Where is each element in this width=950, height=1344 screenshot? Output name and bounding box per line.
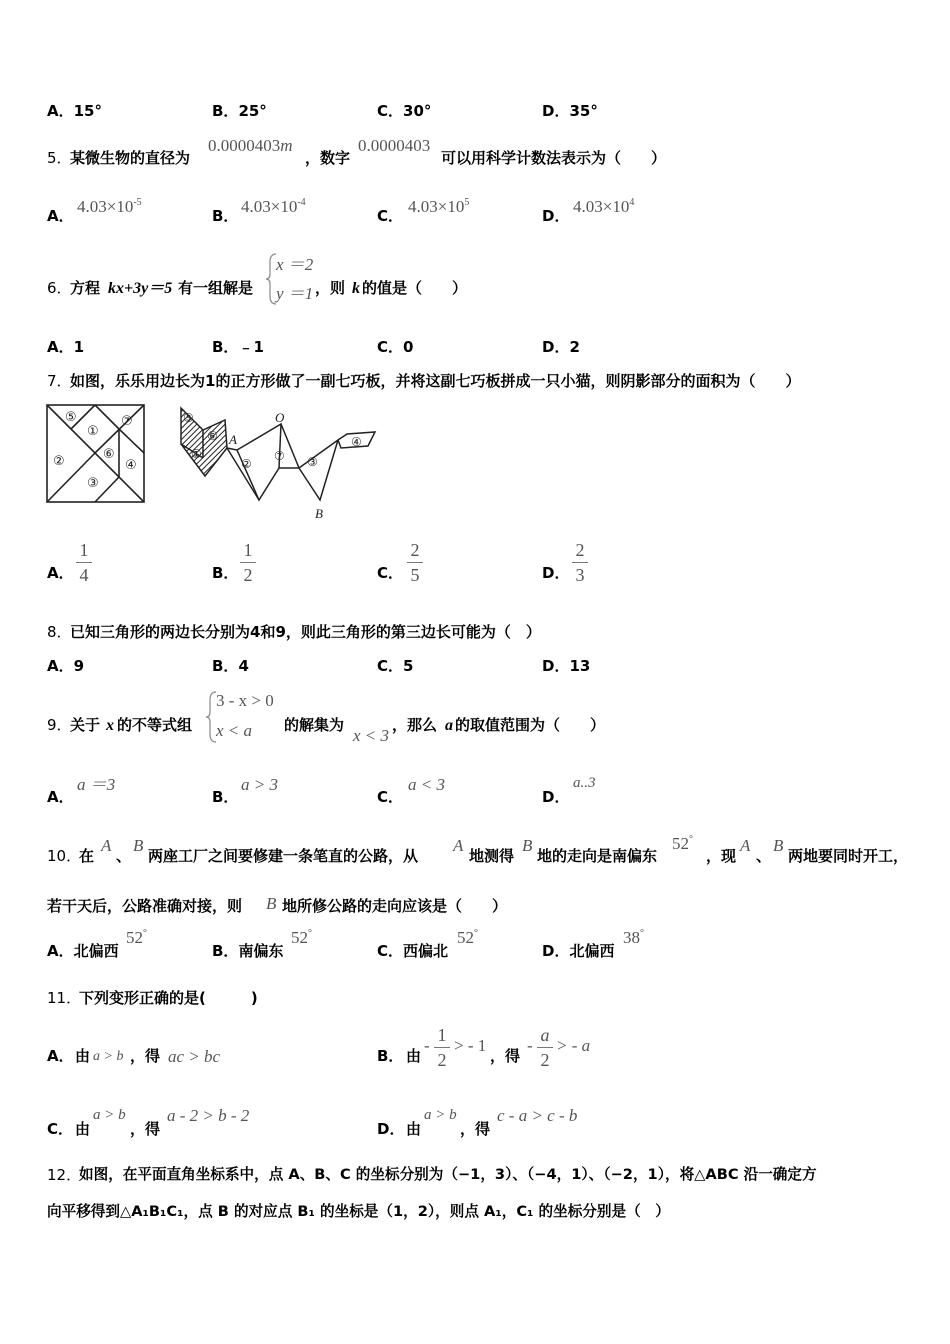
numerator: 1 [243, 540, 253, 560]
cat-label: B [315, 506, 323, 521]
question-number: 8． [47, 623, 72, 641]
option-text: 北偏西 [569, 942, 615, 960]
option-text: 西偏北 [403, 942, 449, 960]
degree-value [457, 929, 478, 946]
fraction-bar [407, 562, 423, 563]
q8-option-a [47, 659, 84, 674]
option-text: 13 [569, 657, 591, 675]
option-label: C． [377, 788, 404, 806]
option-text: 2 [569, 338, 580, 356]
option-math: c - a > c - b [497, 1106, 578, 1125]
degree-value [672, 835, 693, 852]
fraction-bar [434, 1047, 450, 1048]
option-label: D． [377, 1120, 405, 1138]
math-exponent: -5 [133, 197, 142, 208]
denominator: 5 [410, 565, 420, 585]
degree-symbol: ° [143, 928, 147, 939]
option-text: 由 [75, 1047, 91, 1065]
question-text: 某微生物的直径为 [70, 149, 191, 167]
question-text: 有一组解是 [178, 279, 254, 297]
q8-option-b [212, 659, 249, 674]
numerator: 2 [575, 540, 585, 560]
math-base: 4.03×10 [77, 197, 134, 216]
option-label: A． [47, 788, 74, 806]
question-text: 地测得 [469, 847, 515, 865]
question-number: 7． [47, 372, 72, 390]
option-text: 25° [238, 102, 267, 120]
point-label: A [453, 836, 464, 855]
degree-number: 52 [457, 928, 474, 947]
cat-label: ⑤ [183, 411, 194, 425]
question-text: 的不等式组 [117, 716, 193, 734]
q10-option-d [542, 944, 614, 959]
option-text: 由 [75, 1120, 91, 1138]
cat-label: ① [191, 447, 202, 461]
degree-symbol: ° [689, 834, 693, 845]
numerator: 1 [79, 540, 89, 560]
question-text: 的解集为 [284, 716, 345, 734]
q10-option-b [212, 944, 283, 959]
option-label: B． [212, 788, 239, 806]
q4-option-d [542, 104, 598, 119]
question-text: 可以用科学计数法表示为（ ） [441, 149, 667, 167]
degree-value [623, 929, 644, 946]
numerator: 2 [410, 540, 420, 560]
option-label: B． [212, 102, 239, 120]
math-base: 4.03×10 [573, 197, 630, 216]
option-label: A． [47, 657, 74, 675]
question-text: 地的走向是南偏东 [537, 847, 658, 865]
question-text: 下列变形正确的是( ) [79, 989, 258, 1007]
numerator: 1 [437, 1025, 447, 1045]
option-label: C． [377, 564, 404, 582]
option-text: 4 [238, 657, 249, 675]
text-part: 如图，乐乐用边长为 [70, 372, 206, 390]
option-math [408, 198, 469, 215]
option-label: A． [47, 1047, 74, 1065]
degree-number: 52 [126, 928, 143, 947]
option-math: a ＝3 [77, 775, 116, 794]
math-base: 4.03×10 [241, 197, 298, 216]
math-unit: m [280, 136, 293, 155]
option-text: 30° [403, 102, 432, 120]
option-text: 1 [73, 338, 85, 356]
numerator: a [540, 1025, 550, 1045]
option-label: C． [377, 657, 404, 675]
tangram-label: ② [53, 454, 65, 469]
question-text: 如图，在平面直角坐标系中，点 A、B、C 的坐标分别为（−1，3）、（−4，1）、（−2，1），将△ABC 沿一确定方 [79, 1166, 817, 1183]
text-part: 1 [205, 372, 216, 390]
option-text: 0 [403, 338, 414, 356]
cat-label: A [229, 432, 237, 447]
point-label: A [740, 836, 751, 855]
option-label: B． [212, 564, 239, 582]
q6-option-a [47, 340, 84, 355]
question-text: 两地要同时开工， [788, 847, 909, 865]
question-text: 两座工厂之间要修建一条笔直的公路，从 [148, 847, 419, 865]
point-label: B [266, 894, 277, 913]
q10-option-a [47, 944, 119, 959]
option-text: ，得 [130, 1120, 161, 1138]
option-text: 北偏西 [73, 942, 119, 960]
question-text: 已知三角形的两边长分别为4和9，则此三角形的第三边长可能为（ ） [70, 623, 541, 641]
option-label: D． [542, 657, 570, 675]
question-text: ，那么 [392, 716, 438, 734]
option-text: ，得 [130, 1047, 161, 1065]
question-text: 关于 [70, 716, 101, 734]
option-label: C． [377, 102, 404, 120]
degree-value [126, 929, 147, 946]
question-text: 地所修公路的走向应该是（ ） [282, 897, 508, 915]
option-math: ac > bc [168, 1047, 221, 1066]
question-text: ，现 [706, 847, 737, 865]
denominator: 4 [79, 565, 89, 585]
option-label: D． [542, 102, 570, 120]
option-label: C． [47, 1120, 74, 1138]
system-line-1: 3 - x > 0 [216, 691, 274, 710]
option-label: B． [212, 942, 239, 960]
variable: x [106, 717, 114, 734]
degree-number: 52 [291, 928, 308, 947]
option-label: A． [47, 564, 74, 582]
option-label: C． [377, 338, 404, 356]
option-text: 35° [569, 102, 598, 120]
question-text: 、 [756, 847, 772, 865]
tangram-label: ① [87, 424, 99, 439]
option-math [573, 198, 634, 215]
option-text: ﹣1 [238, 338, 264, 356]
option-label: B． [212, 207, 239, 225]
question-text: 向平移得到△A₁B₁C₁，点 B 的对应点 B₁ 的坐标是（1，2），则点 A₁，C₁ 的坐标分别是（ ） [47, 1203, 670, 1220]
point-label: B [133, 836, 144, 855]
question-number: 6． [47, 279, 72, 297]
variable: a [445, 717, 453, 734]
tangram-square-figure [45, 403, 147, 504]
question-text: ，则 [315, 279, 346, 297]
variable: k [352, 280, 360, 297]
system-line-2: x < a [216, 721, 253, 740]
question-text: 的值是（ ） [362, 279, 468, 297]
question-text: ，数字 [305, 149, 351, 167]
cat-label: ⑦ [274, 449, 285, 463]
option-math: a > b [424, 1107, 457, 1123]
option-math [77, 198, 142, 215]
option-label: A． [47, 102, 74, 120]
question-text: 方程 [70, 279, 101, 297]
tangram-label: ⑦ [121, 414, 133, 429]
point-label: B [522, 836, 533, 855]
option-math: > - 1 [454, 1036, 487, 1055]
math-exponent: -4 [297, 197, 306, 208]
denominator: 2 [540, 1050, 550, 1070]
question-text: 若干天后，公路准确对接，则 [47, 897, 243, 915]
question-text [70, 374, 800, 389]
system-line-2: y ＝1 [276, 284, 314, 303]
cat-label: ④ [351, 435, 362, 449]
option-label: C． [377, 207, 404, 225]
point-label: B [773, 836, 784, 855]
denominator: 2 [243, 565, 253, 585]
system-line-1: x ＝2 [276, 255, 314, 274]
tangram-cat-figure [175, 400, 385, 525]
option-label: C． [377, 942, 404, 960]
tangram-label: ⑤ [65, 410, 77, 425]
question-number: 5． [47, 149, 72, 167]
question-number: 11． [47, 989, 82, 1007]
q6-option-c [377, 340, 413, 355]
question-text: 的取值范围为（ ） [455, 716, 606, 734]
option-label: B． [212, 338, 239, 356]
tangram-label: ③ [87, 476, 99, 491]
option-text: 5 [403, 657, 414, 675]
math-number: 0.0000403 [208, 136, 281, 155]
option-text: 15° [73, 102, 102, 120]
option-label: D． [542, 207, 570, 225]
option-label: D． [542, 564, 570, 582]
cat-label: O [275, 410, 285, 425]
option-text: ，得 [460, 1120, 491, 1138]
question-number: 9． [47, 716, 72, 734]
option-math: > - a [556, 1036, 591, 1055]
option-text: 南偏东 [238, 942, 284, 960]
math-base: 4.03×10 [408, 197, 465, 216]
fraction-bar [76, 562, 92, 563]
denominator: 3 [575, 565, 585, 585]
q10-option-c [377, 944, 448, 959]
tangram-label: ④ [125, 458, 137, 473]
math-exponent: 5 [464, 197, 470, 208]
option-label: D． [542, 338, 570, 356]
option-text: 9 [73, 657, 85, 675]
minus-sign: - [527, 1036, 533, 1055]
q8-option-d [542, 659, 590, 674]
option-text: ，得 [490, 1047, 521, 1065]
fraction-bar [240, 562, 256, 563]
option-math: a > b [93, 1107, 126, 1123]
cat-label: ③ [307, 455, 318, 469]
solution-set: x < 3 [353, 726, 390, 745]
text-part: 的正方形做了一副七巧板，并将这副七巧板拼成一只小猫，则阴影部分的面积为（ ） [215, 372, 801, 390]
option-math: a > 3 [241, 775, 278, 794]
cat-label: ⑥ [207, 429, 218, 443]
degree-symbol: ° [640, 928, 644, 939]
math-expression [208, 137, 293, 154]
option-label: A． [47, 207, 74, 225]
option-text: 由 [406, 1120, 422, 1138]
q4-option-c [377, 104, 431, 119]
option-text: 由 [406, 1047, 422, 1065]
question-text: 、 [116, 847, 132, 865]
q6-option-d [542, 340, 580, 355]
option-math [241, 198, 306, 215]
option-label: B． [377, 1047, 404, 1065]
fraction-bar [572, 562, 588, 563]
option-label: D． [542, 942, 570, 960]
option-math: a..3 [573, 775, 596, 791]
degree-number: 38 [623, 928, 640, 947]
option-label: B． [212, 657, 239, 675]
option-math: a > b [93, 1049, 124, 1064]
q8-option-c [377, 659, 413, 674]
option-label: A． [47, 942, 74, 960]
degree-symbol: ° [474, 928, 478, 939]
option-math: a - 2 > b - 2 [167, 1106, 250, 1125]
q4-option-a [47, 104, 102, 119]
cat-label: ② [241, 457, 252, 471]
denominator: 2 [437, 1050, 447, 1070]
question-number: 10． [47, 847, 82, 865]
tangram-label: ⑥ [103, 447, 115, 462]
math-expression: 0.0000403 [358, 136, 431, 155]
option-label: A． [47, 338, 74, 356]
q4-option-b [212, 104, 267, 119]
degree-number: 52 [672, 834, 689, 853]
question-text: 在 [79, 847, 95, 865]
question-number: 12． [47, 1166, 82, 1184]
point-label: A [101, 836, 112, 855]
fraction-bar [537, 1047, 553, 1048]
minus-sign: - [424, 1036, 430, 1055]
option-math: a < 3 [408, 775, 445, 794]
equation: kx+3y＝5 [108, 280, 173, 297]
degree-value [291, 929, 312, 946]
option-label: D． [542, 788, 570, 806]
math-exponent: 4 [629, 197, 635, 208]
degree-symbol: ° [308, 928, 312, 939]
q6-option-b [212, 340, 264, 355]
